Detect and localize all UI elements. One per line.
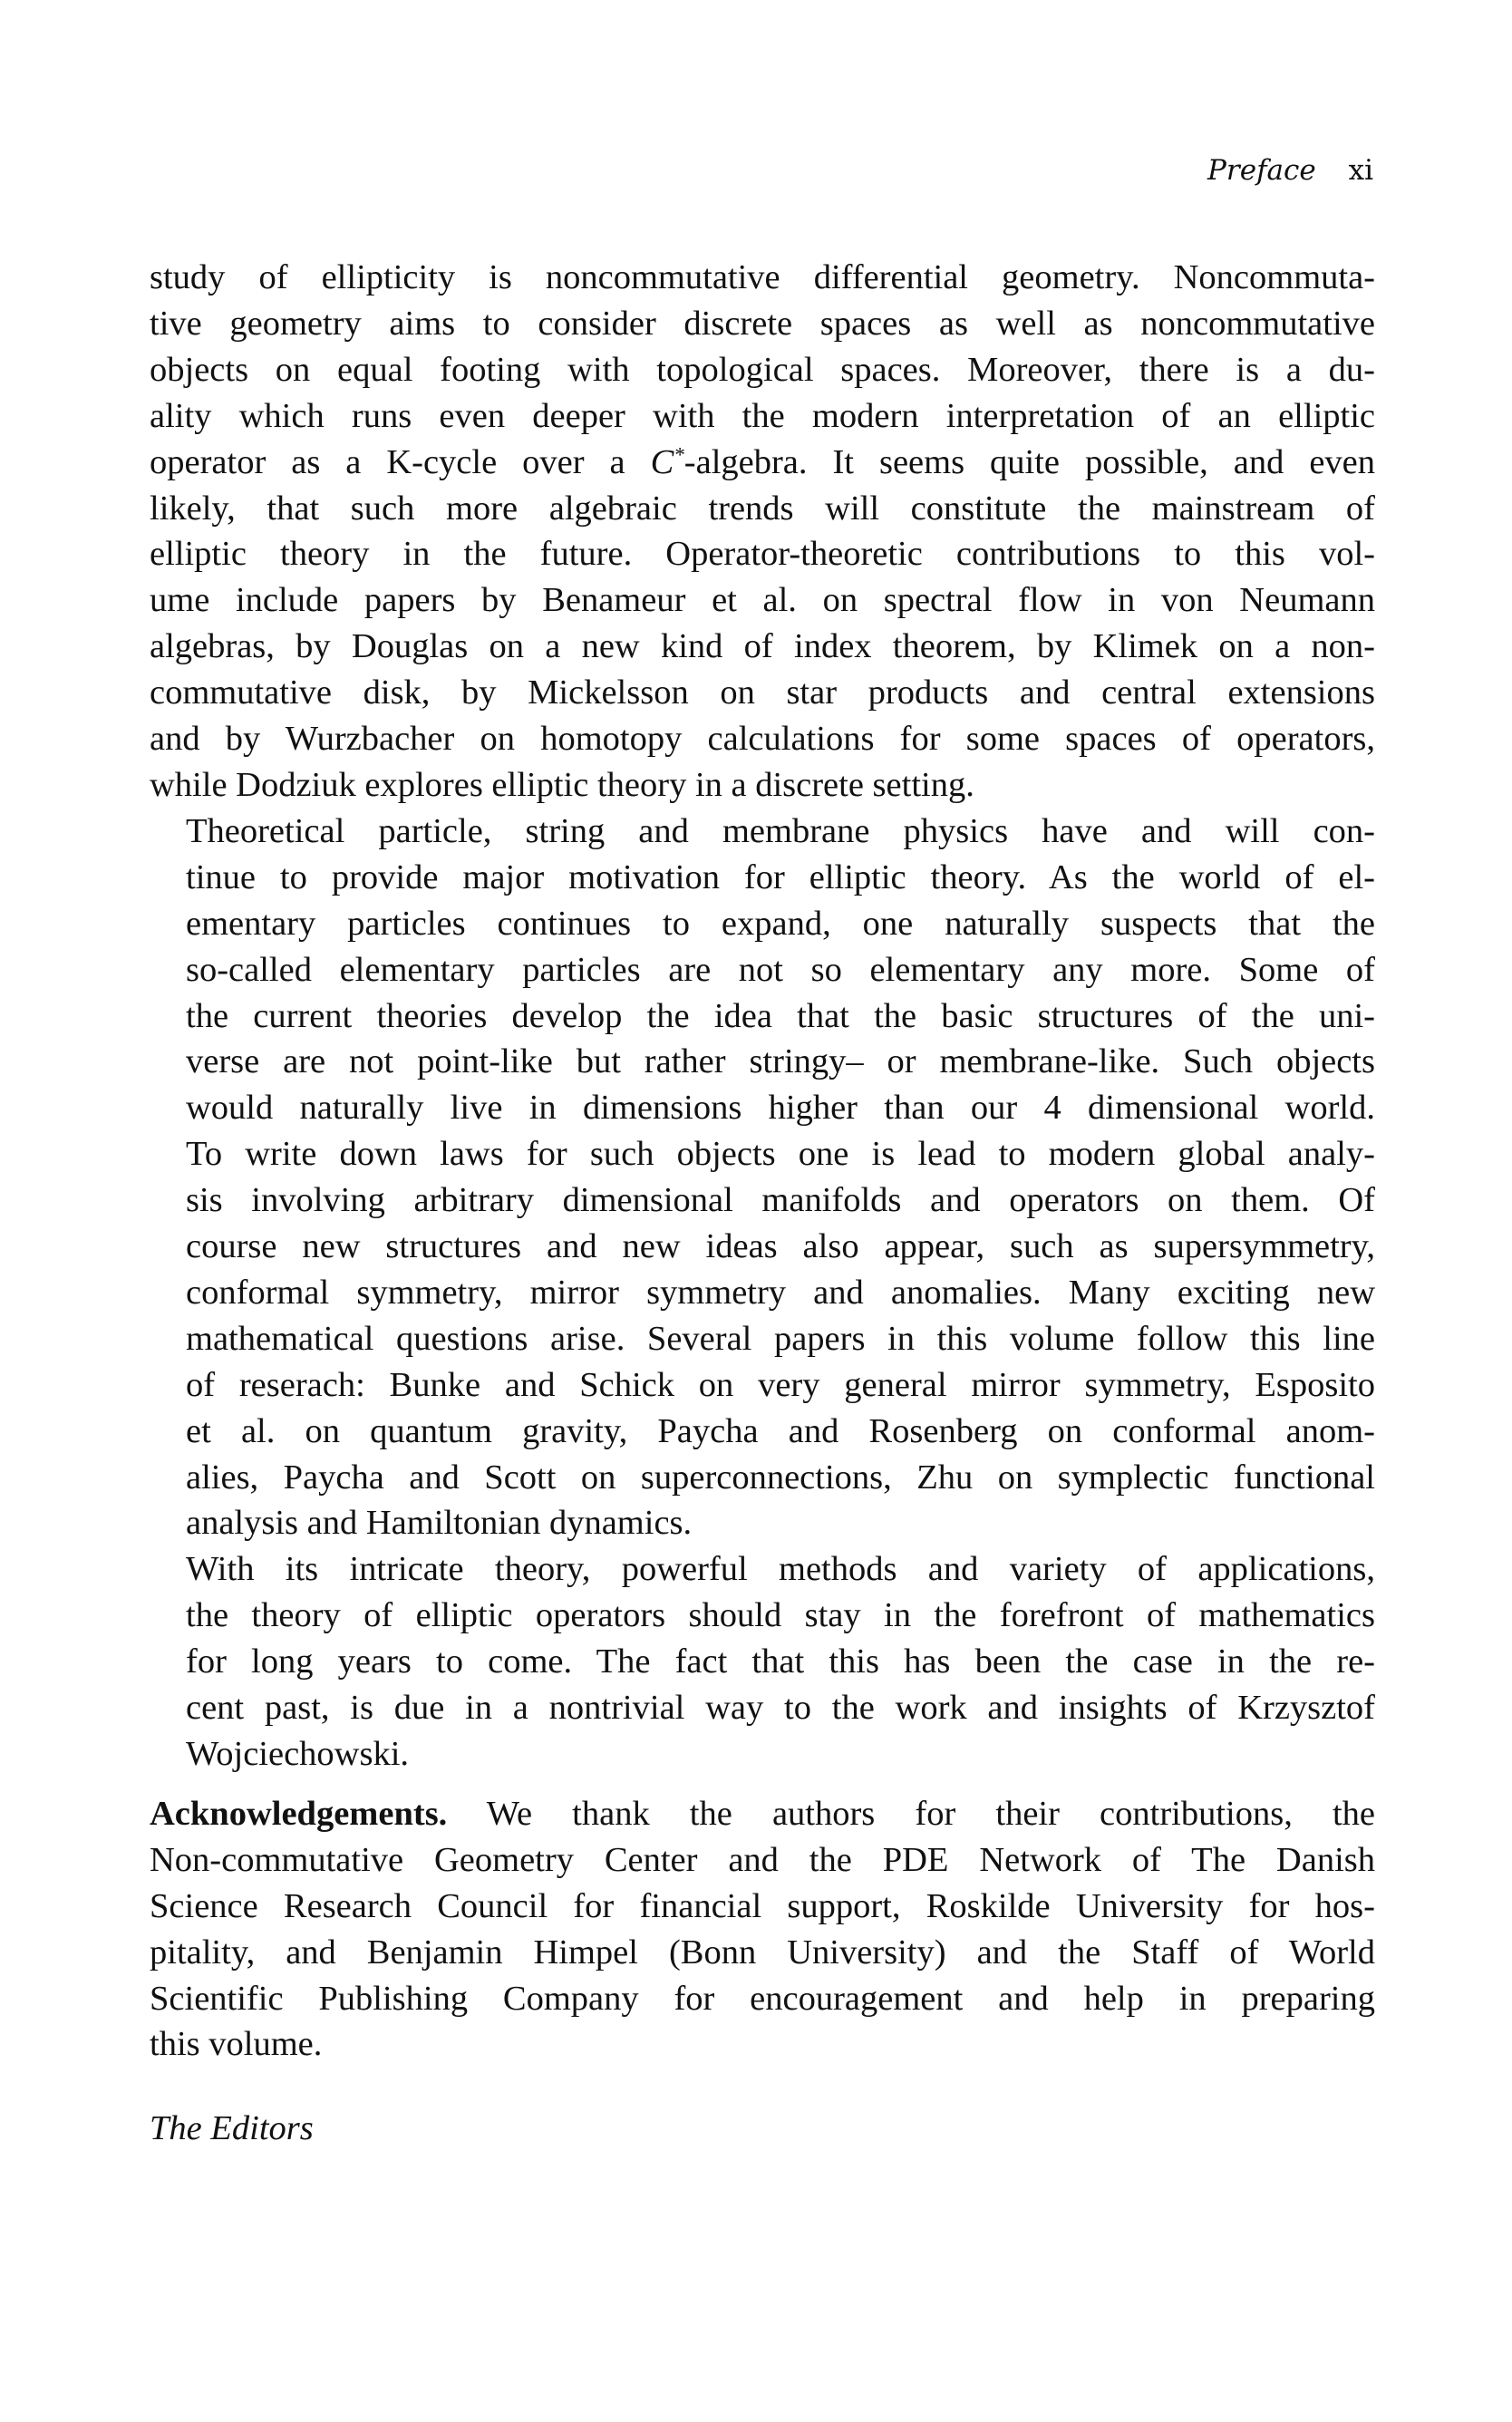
text-line: To write down laws for such objects one is lead to modern global analy- bbox=[186, 1135, 1375, 1174]
paragraph-noncommutative-geometry bbox=[150, 255, 1375, 809]
text-line: likely, that such more algebraic trends will constitute the mainstream of bbox=[150, 489, 1375, 528]
text-line: commutative disk, by Mickelsson on star products and central extensions bbox=[150, 673, 1375, 712]
acknowledgements-paragraph bbox=[150, 1791, 1375, 2068]
text-line: so-called elementary particles are not so elementary any more. Some of bbox=[186, 950, 1375, 989]
text-line: With its intricate theory, powerful methods and variety of applications, bbox=[186, 1550, 1375, 1589]
c-star-symbol: C* bbox=[650, 441, 684, 481]
signature: The Editors bbox=[150, 2109, 314, 2148]
text-line: pitality, and Benjamin Himpel (Bonn University) and the Staff of World bbox=[150, 1933, 1375, 1972]
text-line: verse are not point-like but rather stringy– or membrane-like. Such objects bbox=[186, 1042, 1375, 1081]
text-line: course new structures and new ideas also appear, such as supersymmetry, bbox=[186, 1227, 1375, 1266]
text-line: ementary particles continues to expand, one naturally suspects that the bbox=[186, 904, 1375, 943]
text-line: ality which runs even deeper with the modern interpretation of an elliptic bbox=[150, 396, 1375, 435]
text-line: Theoretical particle, string and membrane physics have and will con- bbox=[186, 811, 1375, 850]
text-line: the theory of elliptic operators should stay in the forefront of mathematics bbox=[186, 1596, 1375, 1635]
paragraph-physics-motivation bbox=[150, 809, 1375, 1547]
text-line: analysis and Hamiltonian dynamics. bbox=[186, 1504, 693, 1543]
text-line: algebras, by Douglas on a new kind of index theorem, by Klimek on a non- bbox=[150, 627, 1375, 666]
text-line: elliptic theory in the future. Operator-theoretic contributions to this vol- bbox=[150, 535, 1375, 574]
text-line: cent past, is due in a nontrivial way to the work and insights of Krzysztof bbox=[186, 1689, 1375, 1728]
text-line: would naturally live in dimensions higher than our 4 dimensional world. bbox=[186, 1089, 1375, 1128]
text-line bbox=[150, 1791, 1375, 1837]
running-head bbox=[1207, 152, 1373, 189]
text-line: study of ellipticity is noncommutative differential geometry. Noncommuta- bbox=[150, 258, 1375, 296]
text-line: operator as a K-cycle over a C*-algebra. It seems quite possible, and even bbox=[150, 441, 1375, 481]
text-line: Wojciechowski. bbox=[186, 1735, 410, 1773]
text-line: for long years to come. The fact that this has been the case in the re- bbox=[186, 1642, 1375, 1681]
running-head-section: Preface bbox=[1207, 154, 1316, 187]
text-line: Non-commutative Geometry Center and the PDE Network of The Danish bbox=[150, 1840, 1375, 1879]
text-line: tive geometry aims to consider discrete spaces as well as noncommutative bbox=[150, 304, 1375, 343]
text-line: objects on equal footing with topological spaces. Moreover, there is a du- bbox=[150, 350, 1375, 389]
text-line: sis involving arbitrary dimensional manifolds and operators on them. Of bbox=[186, 1181, 1375, 1220]
acknowledgements-text: We thank the authors for their contributions, the bbox=[447, 1794, 1375, 1833]
acknowledgements-heading: Acknowledgements. bbox=[150, 1794, 448, 1833]
text-line: of reserach: Bunke and Schick on very general mirror symmetry, Esposito bbox=[186, 1365, 1375, 1404]
text-line: this volume. bbox=[150, 2025, 323, 2064]
text-line: ume include papers by Benameur et al. on spectral flow in von Neumann bbox=[150, 581, 1375, 620]
text-line: while Dodziuk explores elliptic theory in a discrete setting. bbox=[150, 765, 974, 804]
text-line: tinue to provide major motivation for elliptic theory. As the world of el- bbox=[186, 857, 1375, 896]
text-line: conformal symmetry, mirror symmetry and anomalies. Many exciting new bbox=[186, 1273, 1375, 1312]
text-line: alies, Paycha and Scott on superconnections, Zhu on symplectic functional bbox=[186, 1458, 1375, 1497]
text-line: mathematical questions arise. Several papers in this volume follow this line bbox=[186, 1319, 1375, 1358]
text-line: Scientific Publishing Company for encouragement and help in preparing bbox=[150, 1979, 1375, 2018]
paragraph-conclusion bbox=[150, 1546, 1375, 1778]
text-line: et al. on quantum gravity, Paycha and Rosenberg on conformal anom- bbox=[186, 1411, 1375, 1450]
text-line: the current theories develop the idea that the basic structures of the uni- bbox=[186, 996, 1375, 1035]
text-line: Science Research Council for financial support, Roskilde University for hos- bbox=[150, 1886, 1375, 1925]
body-text bbox=[150, 255, 1375, 2152]
page-number: xi bbox=[1348, 154, 1373, 187]
text-line: and by Wurzbacher on homotopy calculations for some spaces of operators, bbox=[150, 720, 1375, 759]
